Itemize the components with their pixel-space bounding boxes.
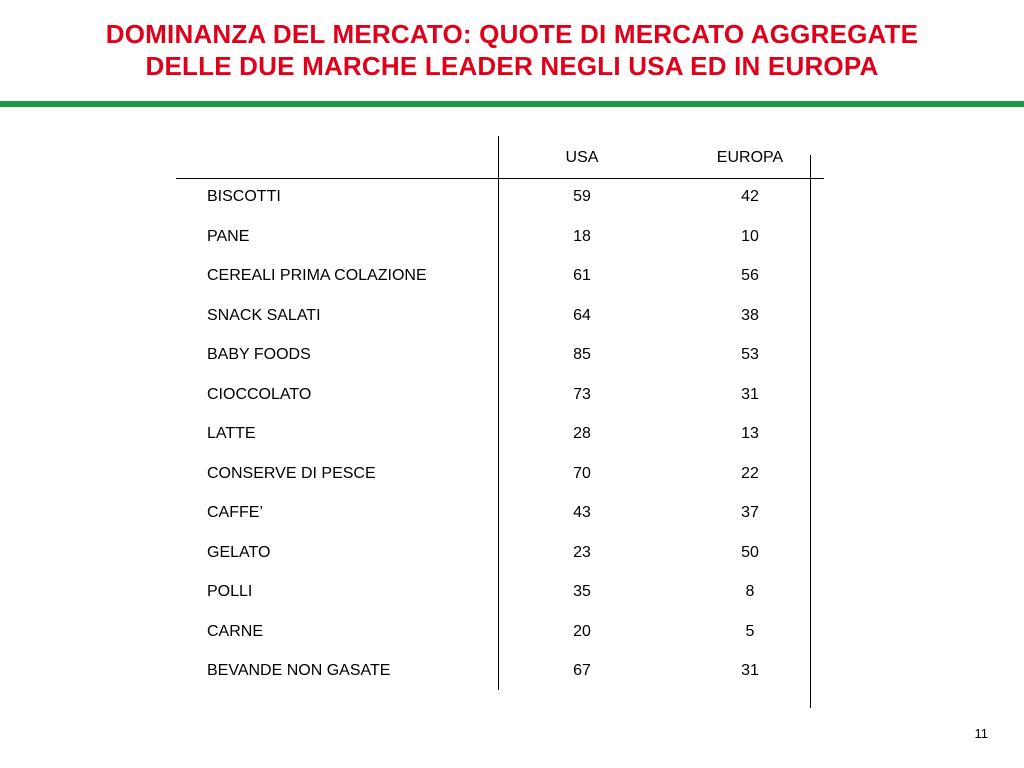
table-header-rule [176,178,824,179]
row-category: BISCOTTI [207,188,281,205]
table-row [0,306,1024,346]
slide-title [0,18,1024,82]
row-usa-value: 67 [573,662,591,679]
row-usa-value: 73 [573,385,591,403]
table-row [0,503,1024,543]
row-europa-value: 22 [741,464,759,482]
table-row [0,345,1024,385]
row-category: CONSERVE DI PESCE [207,464,376,482]
table-row [0,661,1024,701]
row-usa-value: 85 [573,346,591,363]
row-category: LATTE [207,425,256,442]
row-category: CARNE [207,622,264,640]
row-category: CAFFE’ [207,504,263,521]
row-usa-value: 70 [573,464,591,482]
row-category: BABY FOODS [207,346,311,363]
title-divider [0,101,1024,107]
column-header-usa: USA [565,149,599,166]
row-usa-value: 20 [573,622,591,640]
title-line-1: DOMINANZA DEL MERCATO: QUOTE DI MERCATO AGGREGATE [105,19,919,49]
table-row [0,385,1024,425]
title-line-2: DELLE DUE MARCHE LEADER NEGLI USA ED IN EUROPA [145,51,879,81]
row-europa-value: 13 [741,425,759,442]
row-category: CEREALI PRIMA COLAZIONE [207,267,427,284]
row-category: POLLI [207,583,253,600]
row-category: BEVANDE NON GASATE [207,662,391,679]
row-europa-value: 38 [741,306,759,324]
table-row [0,464,1024,504]
row-usa-value: 23 [573,543,591,561]
page-number: 11 [974,726,988,741]
row-usa-value: 61 [573,267,591,284]
row-usa-value: 18 [573,227,591,245]
row-europa-value: 53 [741,346,759,363]
table-row [0,622,1024,662]
row-usa-value: 28 [573,425,591,442]
row-europa-value: 50 [741,543,759,561]
row-category: CIOCCOLATO [207,385,312,403]
row-usa-value: 64 [573,306,591,324]
row-category: PANE [207,227,250,245]
row-europa-value: 37 [741,504,759,521]
row-category: GELATO [207,543,271,561]
table-row [0,582,1024,622]
row-europa-value: 31 [741,662,759,679]
column-header-europa: EUROPA [716,149,784,166]
row-europa-value: 5 [745,622,755,640]
row-europa-value: 8 [745,583,755,600]
row-usa-value: 35 [573,583,591,600]
row-usa-value: 43 [573,504,591,521]
row-usa-value: 59 [573,188,591,205]
row-europa-value: 56 [741,267,759,284]
table-row [0,424,1024,464]
table-row [0,543,1024,583]
row-category: SNACK SALATI [207,306,321,324]
table-row [0,266,1024,306]
row-europa-value: 10 [741,227,759,245]
table-row [0,227,1024,267]
table-row [0,187,1024,227]
row-europa-value: 42 [741,188,759,205]
table-body [0,187,1024,701]
row-europa-value: 31 [741,385,759,403]
